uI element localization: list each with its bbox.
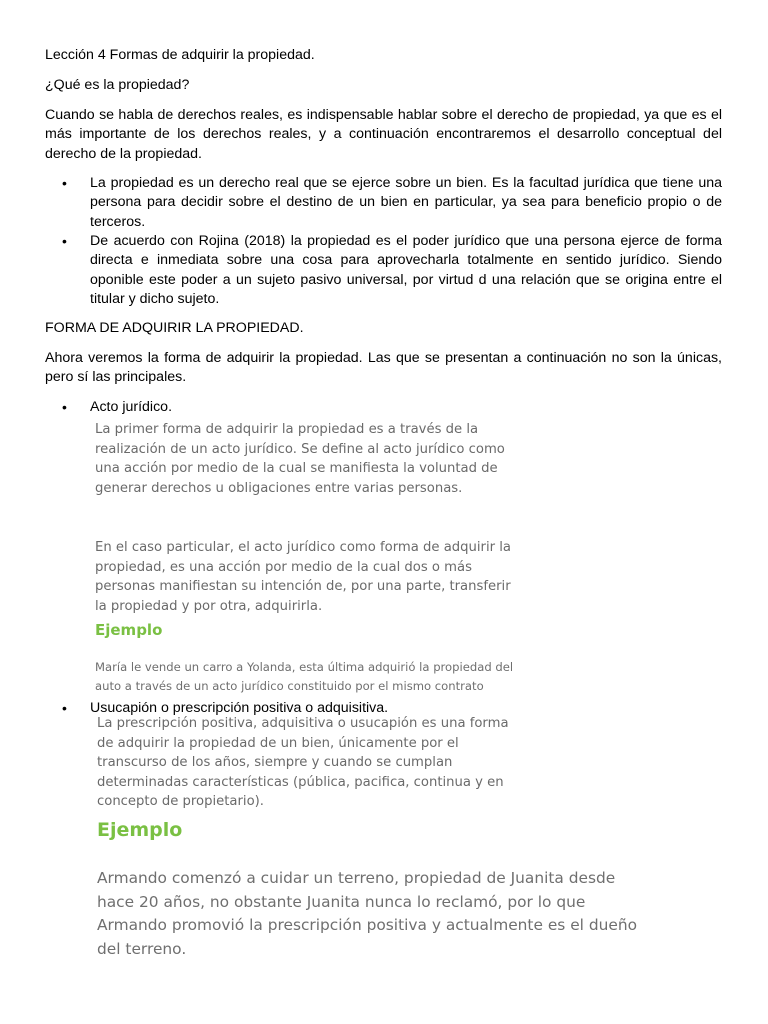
- list-item-text: De acuerdo con Rojina (2018) la propiedad es el poder jurídico que una persona ejerce de forma directa e inmediata sobre una cosa para aprovecharla totalmente en sentido jurídico. Siendo oponible este poder a un sujeto pasivo universal, por virtud d una relación que se origina entre el titular y dicho sujeto.: [90, 233, 722, 308]
- definition-image-text: [95, 538, 525, 616]
- question-heading: ¿Qué es la propiedad?: [45, 77, 190, 93]
- definition-paragraph: La prescripción positiva, adquisitiva o usucapión es una forma de adquirir la propiedad de un bien, únicamente por el transcurso de los años, siempre y cuando se cumplan determinadas características (pública, pacifica, continua y en concepto de propietario).: [97, 716, 509, 810]
- definition-image-text: [95, 420, 525, 498]
- section-heading: FORMA DE ADQUIRIR LA PROPIEDAD.: [45, 320, 304, 336]
- list-item-text: La propiedad es un derecho real que se ejerce sobre un bien. Es la facultad jurídica que tiene una persona para decidir sobre el destino de un bien en particular, ya sea para beneficio propio o de terceros.: [90, 175, 722, 230]
- definition-paragraph: La primer forma de adquirir la propiedad es a través de la realización de un acto jurídico. Se define al acto jurídico como una acción por medio de la cual se manifiesta la voluntad de generar derechos u obligaciones entre varias personas.: [95, 422, 505, 496]
- lesson-title: Lección 4 Formas de adquirir la propiedad.: [45, 47, 315, 63]
- section-intro: Ahora veremos la forma de adquirir la propiedad. Las que se presentan a continuación no son la únicas, pero sí las principales.: [45, 350, 722, 386]
- example-heading: Ejemplo: [95, 621, 163, 639]
- definition-paragraph: En el caso particular, el acto jurídico como forma de adquirir la propiedad, es una acción por medio de la cual dos o más personas manifiestan su intención de, por una parte, transferir la propiedad y por otra, adquirirla.: [95, 540, 511, 614]
- bullet-icon: •: [62, 700, 67, 716]
- bullet-icon: •: [62, 233, 67, 249]
- intro-paragraph: Cuando se habla de derechos reales, es indispensable hablar sobre el derecho de propiedad, ya que es el más importante de los derechos reales, y a continuación encontraremos el desarrollo conceptual del derecho de la propiedad.: [45, 107, 722, 162]
- example-text: María le vende un carro a Yolanda, esta última adquirió la propiedad del auto a través de un acto jurídico constituido por el mismo contrato: [95, 660, 514, 693]
- example-text: Armando comenzó a cuidar un terreno, propiedad de Juanita desde hace 20 años, no obstante Juanita nunca lo reclamó, por lo que Armando promovió la prescripción positiva y actualmente es el dueño del terreno.: [97, 869, 638, 958]
- form-label: Usucapión o prescripción positiva o adquisitiva.: [90, 700, 389, 716]
- bullet-icon: •: [62, 175, 67, 191]
- form-label: Acto jurídico.: [90, 399, 173, 415]
- bullet-icon: •: [62, 399, 67, 415]
- example-heading: Ejemplo: [97, 819, 183, 841]
